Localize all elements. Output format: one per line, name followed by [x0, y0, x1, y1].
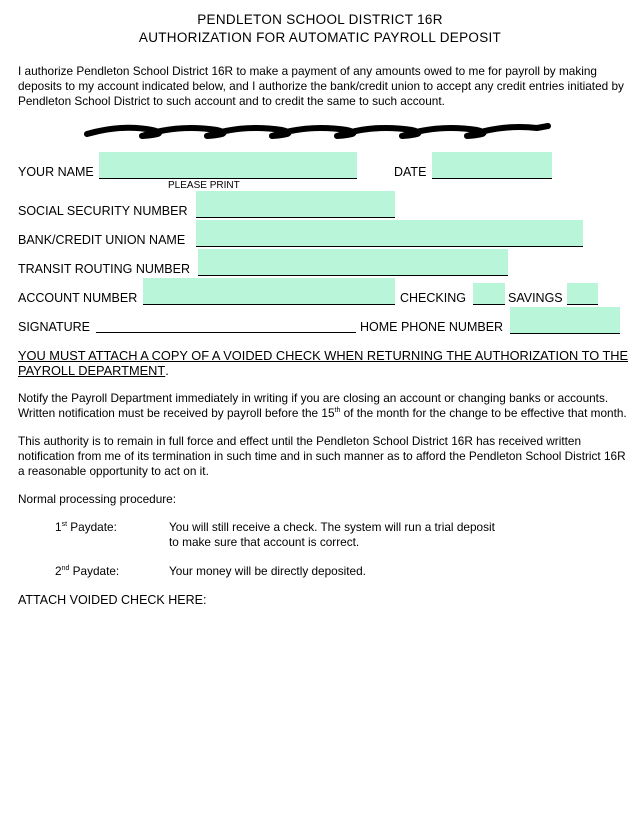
attach-check-label: ATTACH VOIDED CHECK HERE:	[18, 593, 207, 607]
bank-name-label: BANK/CREDIT UNION NAME	[18, 233, 186, 247]
procedure-item-2-sup: nd	[61, 565, 70, 573]
signature-label: SIGNATURE	[18, 320, 90, 334]
account-number-label: ACCOUNT NUMBER	[18, 291, 138, 305]
procedure-item-1-sup: st	[61, 521, 68, 529]
procedure-item-1-text: Paydate:	[67, 520, 117, 534]
routing-number-label: TRANSIT ROUTING NUMBER	[18, 262, 190, 276]
warning-period: .	[165, 363, 169, 378]
voided-check-warning	[18, 348, 630, 378]
routing-number-field[interactable]	[198, 249, 508, 276]
procedure-item-1-desc	[169, 520, 609, 550]
your-name-label: YOUR NAME	[18, 165, 94, 179]
form-subtitle: AUTHORIZATION FOR AUTOMATIC PAYROLL DEPOSIT	[138, 30, 502, 45]
form-title: PENDLETON SCHOOL DISTRICT 16R	[197, 12, 443, 27]
home-phone-field[interactable]	[510, 307, 620, 334]
procedure-item-1-line-2: to make sure that account is correct.	[169, 534, 360, 549]
account-number-field[interactable]	[143, 278, 395, 305]
voided-check-warning-text: YOU MUST ATTACH A COPY OF A VOIDED CHECK WHEN RETURNING THE AUTHORIZATION TO THE PAYROLL DEPARTMENT	[18, 348, 629, 378]
procedure-item-2-desc: Your money will be directly deposited.	[169, 564, 366, 578]
notify-line-2-start: Written notification must be received by payroll before the 15	[18, 405, 335, 420]
procedure-item-1-label	[55, 520, 175, 535]
savings-label: SAVINGS	[508, 291, 563, 305]
savings-checkbox[interactable]	[567, 283, 598, 305]
checking-label: CHECKING	[400, 291, 466, 305]
notify-line-2-sup: th	[334, 406, 341, 414]
authorization-paragraph: I authorize Pendleton School District 16R to make a payment of any amounts owed to me for payroll by making deposits to my account indicated below, and I authorize the bank/credit union to accept any credit entries initiated by Pendleton School District to such account and to credit the same to such account.	[18, 64, 624, 108]
date-field[interactable]	[432, 152, 552, 179]
ssn-label: SOCIAL SECURITY NUMBER	[18, 204, 188, 218]
please-print-hint: PLEASE PRINT	[168, 180, 240, 191]
notify-line-1: Notify the Payroll Department immediately in writing if you are closing an account or changing banks or accounts.	[18, 391, 609, 405]
bank-name-field[interactable]	[196, 220, 583, 247]
procedure-item-2-num: 2	[55, 564, 62, 578]
ssn-field[interactable]	[196, 191, 395, 218]
home-phone-label: HOME PHONE NUMBER	[360, 320, 504, 334]
procedure-item-1-num: 1	[55, 520, 62, 534]
notify-line-2	[18, 406, 628, 421]
procedure-heading: Normal processing procedure:	[18, 492, 177, 506]
date-label: DATE	[394, 165, 427, 179]
authority-paragraph: This authority is to remain in full force and effect until the Pendleton School District 16R has received written notification from me of its termination in such time and in such manner as to afford the Pendleton School District 16R a reasonable opportunity to act on it.	[18, 434, 626, 478]
wavy-divider	[82, 120, 552, 144]
notify-paragraph	[18, 391, 628, 421]
notify-line-2-end: of the month for the change to be effective that month.	[340, 405, 627, 420]
procedure-item-2-text: Paydate:	[69, 564, 120, 578]
signature-line[interactable]	[96, 332, 356, 333]
checking-checkbox[interactable]	[473, 283, 505, 305]
procedure-item-1-line-1: You will still receive a check. The system will run a trial deposit	[169, 520, 495, 534]
your-name-field[interactable]	[99, 152, 357, 179]
procedure-item-2-label	[55, 564, 175, 579]
